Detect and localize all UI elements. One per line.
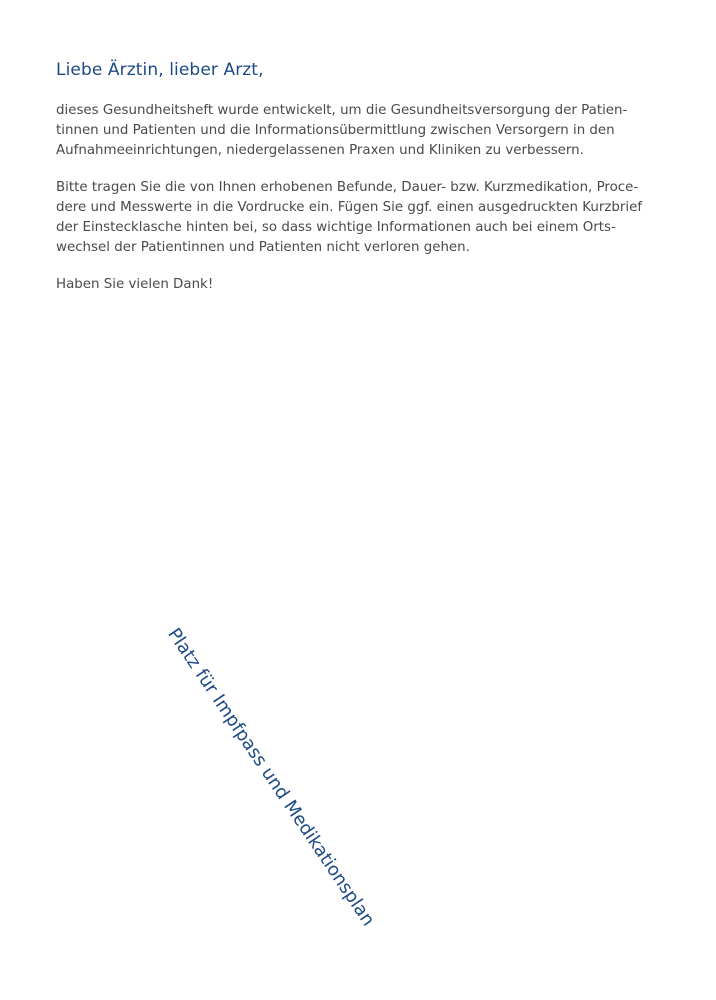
placeholder-label: Platz für Impfpass und Medikationsplan [163, 624, 379, 930]
paragraph-line: dere und Messwerte in die Vordrucke ein. Fügen Sie ggf. einen ausgedruckten Kurzbrief [56, 200, 643, 215]
paragraph-instructions [56, 178, 642, 258]
closing-line [56, 275, 213, 295]
paragraph-line: Aufnahmeeinrichtungen, niedergelassenen Praxen und Kliniken zu verbessern. [56, 143, 584, 158]
salutation-heading: Liebe Ärztin, lieber Arzt, [56, 60, 264, 80]
closing-text: Haben Sie vielen Dank! [56, 277, 214, 292]
paragraph-line: der Einstecklasche hinten bei, so dass wichtige Informationen auch bei einem Orts- [56, 220, 616, 235]
paragraph-line: wechsel der Patientinnen und Patienten nicht verloren gehen. [56, 240, 470, 255]
paragraph-line: tinnen und Patienten und die Informationsübermittlung zwischen Versorgern in den [56, 123, 615, 138]
paragraph-line: dieses Gesundheitsheft wurde entwickelt, um die Gesundheitsversorgung der Patien- [56, 103, 628, 118]
paragraph-line: Bitte tragen Sie die von Ihnen erhobenen Befunde, Dauer- bzw. Kurzmedikation, Proce- [56, 180, 639, 195]
paragraph-intro [56, 101, 627, 161]
